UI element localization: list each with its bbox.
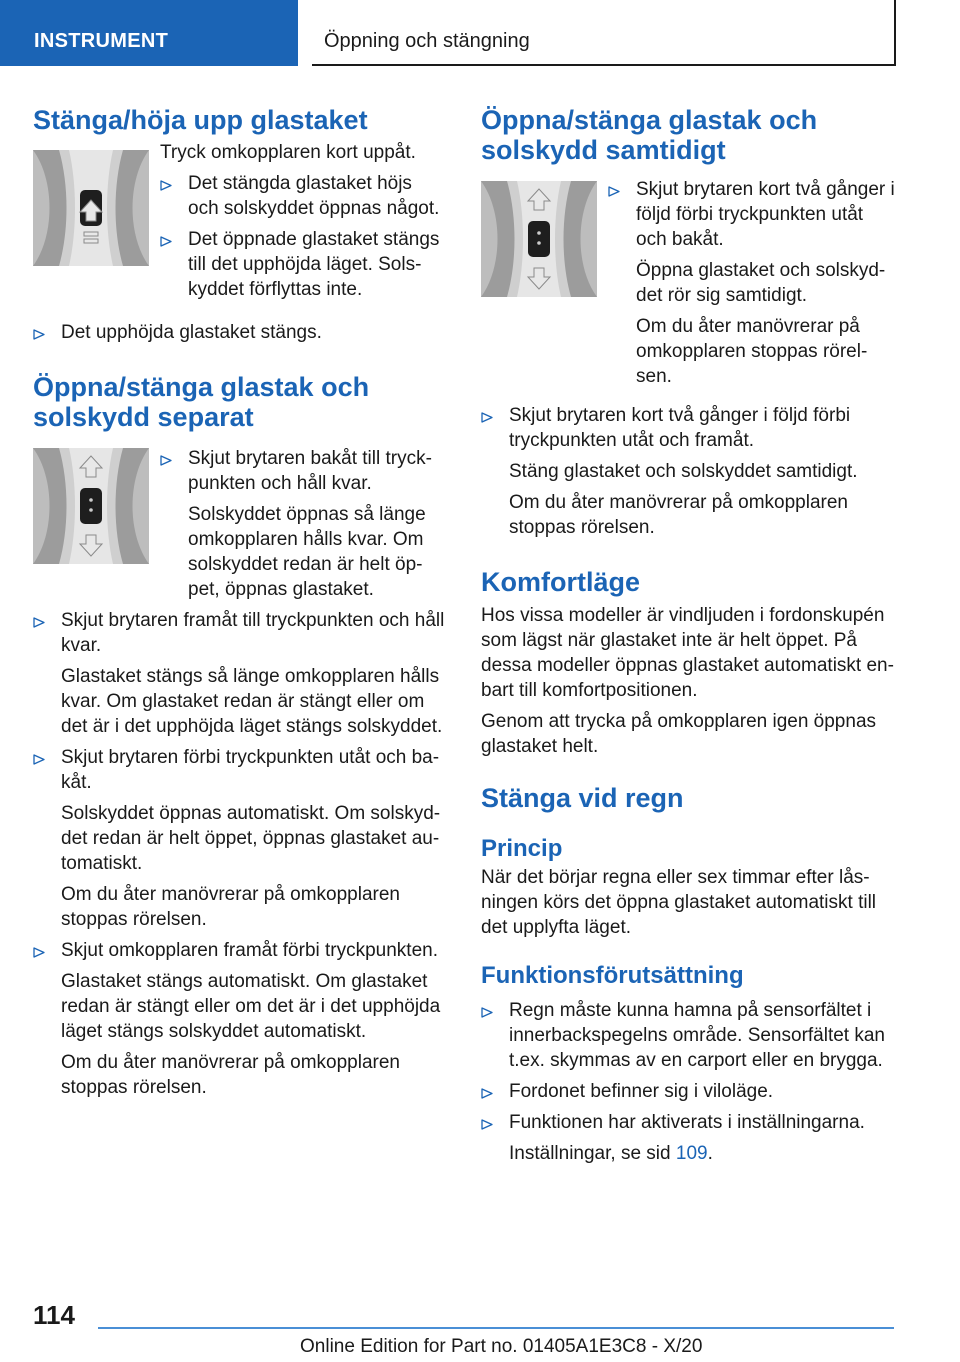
switch-figure — [33, 150, 149, 266]
bullet-icon — [481, 1117, 493, 1128]
bullet-icon — [33, 615, 45, 626]
heading-rain: Stänga vid regn — [481, 783, 684, 813]
left-column — [33, 100, 449, 1100]
comfort-text: Hos vissa modeller är vindljuden i fordonskupén som lägst när glastaket inte är helt öppet. På dessa modeller öppnas glastaket automatiskt en- bart till komfortpositionen. Genom att trycka på omkopplaren igen öppnas glastaket helt. — [481, 605, 894, 757]
bullet-icon — [160, 178, 172, 189]
edition-text: Online Edition for Part no. 01405A1E3C8 - X/20 — [300, 1336, 703, 1357]
page-number: 114 — [33, 1300, 75, 1330]
bullet-icon — [33, 327, 45, 338]
switch-figure — [33, 448, 149, 564]
list-item: Skjut brytaren bakåt till tryck- punkten och håll kvar. Solskyddet öppnas så länge omkopplaren hålls kvar. Om solskyddet redan är helt öp- pet, öppnas glastaket. — [160, 446, 450, 602]
list-item: Det stängda glastaket höjs och solskyddet öppnas något. — [160, 171, 450, 221]
list-item: Skjut brytaren förbi tryckpunkten utåt och ba- kåt. Solskyddet öppnas automatiskt. Om solskyd- det redan är helt öppet, öppnas glastaket au- tomatiskt. Om du åter manövrerar på omkopplaren stoppas rörelsen. — [33, 745, 449, 932]
bullet-icon — [33, 752, 45, 763]
intro-text: Tryck omkopplaren kort uppåt. — [160, 142, 416, 163]
subheading-principle: Princip — [481, 835, 563, 862]
switch-figure — [481, 181, 597, 297]
close-raise-block — [33, 140, 449, 310]
bullet-icon — [481, 1086, 493, 1097]
page-link[interactable]: 109 — [675, 1143, 708, 1164]
chapter-header — [312, 0, 896, 66]
list-item: Det upphöjda glastaket stängs. — [33, 320, 449, 345]
right-column — [481, 100, 897, 1166]
list-item: Funktionen har aktiverats i inställningarna. Inställningar, se sid 109. — [481, 1110, 897, 1166]
heading-simultaneous: Öppna/stänga glastak och solskydd samtidigt — [481, 105, 818, 165]
list-item: Fordonet befinner sig i viloläge. — [481, 1079, 897, 1104]
section-tab — [0, 0, 298, 66]
section-title: INSTRUMENT — [34, 30, 169, 52]
bullet-icon — [160, 453, 172, 464]
list-item: Skjut brytaren kort två gånger i följd förbi tryckpunkten utåt och bakåt. Öppna glastaket och solskyd- det rör sig samtidigt. Om du åter manövrerar på omkopplaren stoppas rörel- sen. — [608, 177, 898, 389]
heading-close-raise-roof: Stänga/höja upp glastaket — [33, 105, 368, 135]
heading-separate: Öppna/stänga glastak och solskydd separat — [33, 372, 370, 432]
separate-block — [33, 446, 449, 602]
list-item: Skjut brytaren kort två gånger i följd förbi tryckpunkten utåt och framåt. Stäng glastaket och solskyddet samtidigt. Om du åter manövrerar på omkopplaren stoppas rörelsen. — [481, 403, 897, 540]
bullet-icon — [160, 234, 172, 245]
principle-text: När det börjar regna eller sex timmar efter lås- ningen körs det öppna glastaket automatiskt till det upplyfta läget. — [481, 867, 877, 938]
bullet-icon — [481, 1005, 493, 1016]
footer-rule — [98, 1327, 894, 1329]
bullet-icon — [481, 410, 493, 421]
bullet-icon — [608, 184, 620, 195]
subheading-requirements: Funktionsförutsättning — [481, 962, 744, 989]
list-item: Skjut brytaren framåt till tryckpunkten och håll kvar. Glastaket stängs så länge omkopplaren hålls kvar. Om glastaket redan är stängt eller om det är i det upphöjda läget stängs solskyddet. — [33, 608, 449, 739]
simultaneous-block — [481, 177, 897, 397]
list-item: Regn måste kunna hamna på sensorfältet i innerbackspegelns område. Sensorfältet kan t.ex. skymmas av en carport eller en brygga. — [481, 998, 897, 1073]
bullet-icon — [33, 945, 45, 956]
list-item: Det öppnade glastaket stängs till det upphöjda läget. Sols- kyddet förflyttas inte. — [160, 227, 450, 302]
list-item: Skjut omkopplaren framåt förbi tryckpunkten. Glastaket stängs automatiskt. Om glastaket redan är stängt eller om det är i det upphöjda läget stängs solskyddet automatiskt. Om du åter manövrerar på omkopplaren stoppas rörelsen. — [33, 938, 449, 1100]
chapter-title: Öppning och stängning — [324, 30, 530, 52]
heading-comfort: Komfortläge — [481, 567, 641, 597]
